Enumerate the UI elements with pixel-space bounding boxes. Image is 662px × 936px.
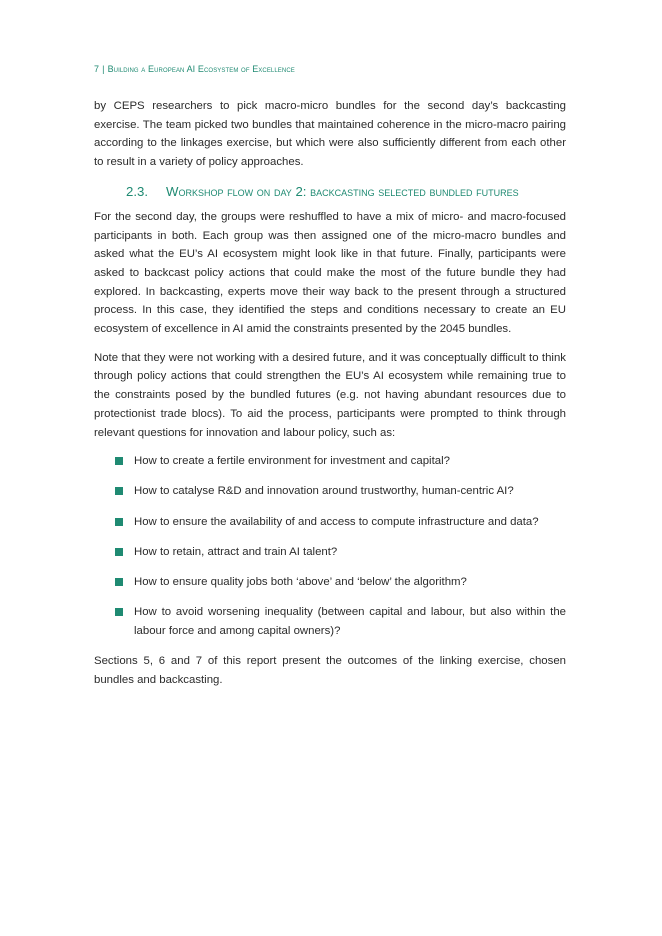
document-title: Building a European AI Ecosystem of Excellence [107,64,295,74]
question-text: How to catalyse R&D and innovation around trustworthy, human-centric AI? [134,485,514,498]
section-heading [126,182,566,202]
question-text: How to ensure quality jobs both ‘above’ and ‘below’ the algorithm? [134,576,467,589]
square-bullet-icon [115,487,123,495]
list-item [94,482,566,501]
square-bullet-icon [115,608,123,616]
list-item [94,513,566,532]
square-bullet-icon [115,457,123,465]
list-item [94,452,566,471]
square-bullet-icon [115,578,123,586]
question-text: How to avoid worsening inequality (between capital and labour, but also within the labour force and among capital owners)? [134,606,566,637]
section-title: Workshop flow on day 2: backcasting selected bundled futures [166,183,519,199]
square-bullet-icon [115,548,123,556]
page-number: 7 [94,64,100,74]
intro-paragraph: by CEPS researchers to pick macro-micro bundles for the second day’s backcasting exercise. The team picked two bundles that maintained coherence in the micro-macro pairing according to the linkages exercise, but which were also sufficiently different from each other to result in a variety of policy approaches. [94,100,566,169]
note-paragraph: Note that they were not working with a desired future, and it was conceptually difficult to think through policy actions that could strengthen the EU’s AI ecosystem while remaining true to the constraints posed by the bundled futures (e.g. not having abundant resources due to protectionist trade blocs). To aid the process, participants were prompted to think through relevant questions for innovation and labour policy, such as: [94,351,566,439]
day2-paragraph: For the second day, the groups were reshuffled to have a mix of micro- and macro-focused participants in both. Each group was then assigned one of the micro-macro bundles and asked what the EU’s AI ecosystem might look like in that future. Finally, participants were asked to backcast policy actions that could make the most of the future bundle they had explored. In backcasting, experts move their way back to the present through a structured process. In this case, they identified the steps and conditions necessary to create an EU ecosystem of excellence in AI amid the constraints presented by the 2045 bundles. [94,210,566,336]
main-content [94,97,566,700]
question-text: How to ensure the availability of and access to compute infrastructure and data? [134,515,539,528]
section-number: 2.3. [126,183,148,199]
list-item [94,603,566,640]
question-text: How to create a fertile environment for investment and capital? [134,455,450,468]
list-item [94,543,566,562]
list-item [94,573,566,592]
running-header [94,64,295,74]
square-bullet-icon [115,518,123,526]
header-separator: | [102,64,105,74]
questions-list [94,452,566,640]
closing-paragraph: Sections 5, 6 and 7 of this report present the outcomes of the linking exercise, chosen bundles and backcasting. [94,655,566,686]
question-text: How to retain, attract and train AI talent? [134,545,338,558]
